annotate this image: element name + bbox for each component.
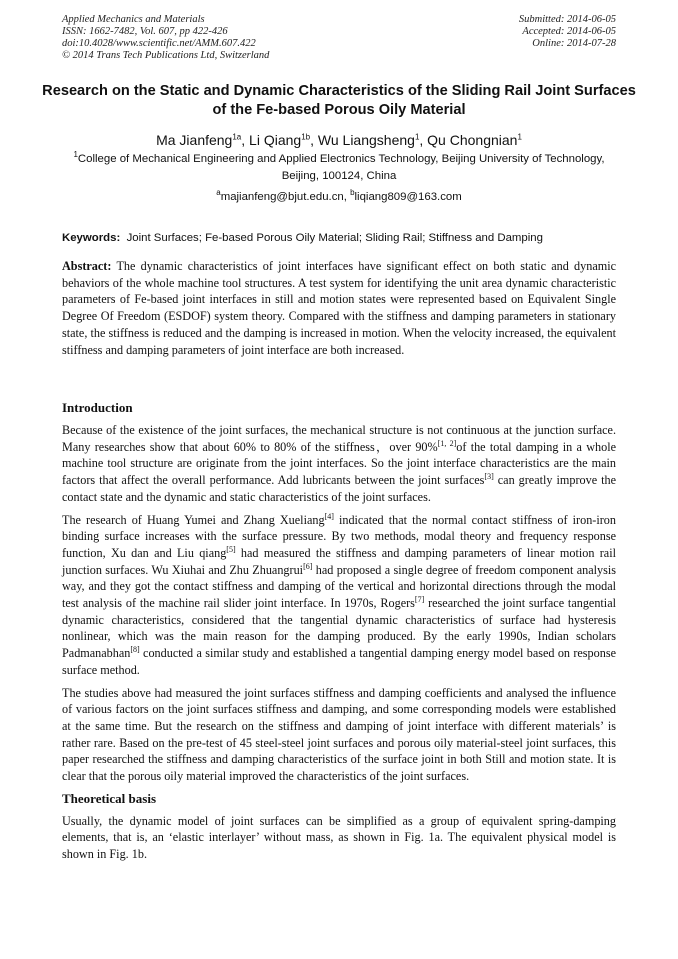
citation-ref: [5]	[226, 544, 236, 554]
journal-name: Applied Mechanics and Materials	[62, 14, 205, 25]
author: Ma Jianfeng$^{1a}$,	[156, 132, 250, 148]
affiliation: $^1$College of Mechanical Engineering and Applied Electronics Technology, Beijing University of Technology, Beijing, 100124, China	[73, 150, 605, 182]
section-heading-theoretical-basis: Theoretical basis	[62, 790, 157, 806]
text-run: The research of Huang Yumei and Zhang Xueliang	[62, 512, 325, 527]
text-run: Because of the existence of the joint surfaces, the mechanical structure is not continuous at the junction surface. Many researches show that about 60% to 80% of the stiffness，over 90%	[62, 423, 616, 454]
abstract-text: The dynamic characteristics of joint interfaces have significant effect on both static and dynamic behaviors of the whole machine tool structures. A test system for identifying the unit area dynamic characteristic parameters of Fe-based joint interfaces in still and motion states were represented based on Equivalent Single Degree Of Freedom (ESDOF) system theory. Compared with the stiffness and damping parameters in stationary state, the stiffness is reduced and the damping is increased in motion. When the velocity increased, the equivalent stiffness and damping parameters of joint interface are both increased.	[62, 259, 616, 357]
text-run: can greatly improve the contact state and the dynamic and static characteristics of the joint surfaces.	[62, 473, 616, 504]
author: Wu Liangsheng$^1$,	[317, 132, 428, 148]
citation-ref: [6]	[303, 561, 313, 571]
paper-title: Research on the Static and Dynamic Characteristics of the Sliding Rail Joint Surfaces of the Fe-based Porous Oily Material	[42, 83, 636, 118]
text-run: conducted a similar study and established a tangential damping energy model based on response surface method.	[62, 646, 616, 677]
copyright-line: © 2014 Trans Tech Publications Ltd, Switzerland	[62, 50, 270, 61]
author-emails: $^a$majianfeng@bjut.edu.cn, $^b$liqiang809@163.com	[216, 188, 462, 203]
section-heading-introduction: Introduction	[62, 400, 133, 415]
keywords-text: Joint Surfaces; Fe-based Porous Oily Material; Sliding Rail; Stiffness and Damping	[126, 232, 543, 244]
author-list	[40, 131, 638, 149]
citation-ref: [4]	[324, 511, 334, 521]
body-text	[62, 400, 616, 869]
citation-ref: [7]	[414, 594, 425, 604]
email[interactable]: $^a$majianfeng@bjut.edu.cn	[216, 188, 344, 203]
abstract	[62, 258, 616, 358]
doi-line: doi:10.4028/www.scientific.net/AMM.607.422	[62, 38, 256, 49]
text-run: had measured the stiffness and damping parameters of linear motion rail junction surfaces. Wu Xiuhai and Zhu Zhuangrui	[62, 545, 616, 577]
citation-ref: [3]	[484, 472, 494, 482]
accepted-date: Accepted: 2014-06-05	[522, 26, 616, 37]
dates-header	[519, 14, 616, 50]
issn-line: ISSN: 1662-7482, Vol. 607, pp 422-426	[62, 26, 228, 37]
email[interactable]: $^b$liqiang809@163.com	[350, 188, 462, 203]
intro-paragraph-1	[62, 422, 616, 506]
text-run: researched the joint surface tangential dynamic characteristics, considered that the tangential dynamic characteristics of surface had hysteresis nonlinear, which was the main reason for the damping produced. By the early 1990s, Indian scholars Padmanabhan	[62, 596, 616, 661]
citation-ref: [1, 2]	[437, 438, 457, 448]
keywords	[62, 231, 616, 246]
text-run: of the total damping in a whole machine tool structure are originate from the joint interfaces. So the joint interface characteristics are the main factors that affect the overall performance. Add lubricants between the joint surfaces	[62, 439, 617, 488]
submitted-date: Submitted: 2014-06-05	[518, 14, 616, 25]
citation-ref: [8]	[130, 645, 140, 655]
abstract-label: Abstract:	[62, 259, 112, 273]
intro-paragraph-3: The studies above had measured the joint surfaces stiffness and damping coefficients and analysed the influence of various factors on the joint surfaces stiffness and damping, and some corresponding models were established at the same time. But the research on the stiffness and damping of joint interface with different materials’ is rather rare. Based on the pre-test of 45 steel-steel joint surfaces and porous oily material-steel joint surfaces, this paper researched the stiffness and damping characteristics of the surface joint in both Still and motion state. It is clear that the porous oily material improved the characteristics of the joint surfaces.	[62, 685, 616, 784]
keywords-label: Keywords:	[62, 232, 121, 244]
theory-paragraph-1: Usually, the dynamic model of joint surfaces can be simplified as a group of equivalent spring-damping elements, that is, an ‘elastic interlayer’ without mass, as shown in Fig. 1a. The equivalent physical model is shown in Fig. 1b.	[62, 813, 616, 862]
journal-header	[62, 14, 269, 62]
text-run: had proposed a single degree of freedom component analysis way, and they got the contact stiffness and damping of the vertical and horizontal directions through the modal test analysis of the machine rail slider joint interface. In 1970s, Rogers	[62, 562, 616, 611]
author: Li Qiang$^{1b}$,	[249, 132, 318, 148]
online-date: Online: 2014-07-28	[532, 38, 616, 49]
intro-paragraph-2	[62, 512, 616, 679]
text-run: indicated that the normal contact stiffness of iron-iron binding surface increases with the surface pressure. By two methods, modal theory and frequency response function, Xu dan and Liu qiang	[62, 512, 616, 560]
author: Qu Chongnian$^1$	[427, 132, 522, 148]
